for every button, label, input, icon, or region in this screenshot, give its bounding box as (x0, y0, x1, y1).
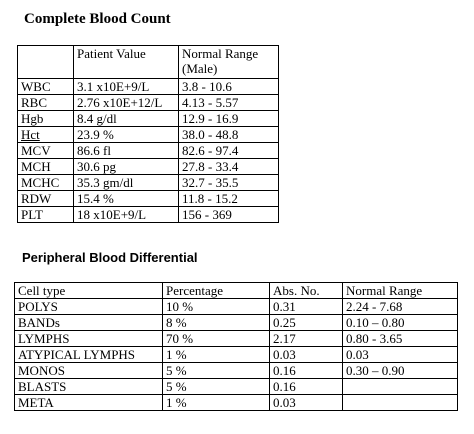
cbc-range: 4.13 - 5.57 (179, 95, 279, 111)
cbc-range: 32.7 - 35.5 (179, 175, 279, 191)
diff-pct: 8 % (163, 315, 270, 331)
diff-range: 0.03 (343, 347, 458, 363)
table-row (15, 363, 458, 379)
cbc-range: 11.8 - 15.2 (179, 191, 279, 207)
cbc-value: 30.6 pg (74, 159, 179, 175)
cbc-title: Complete Blood Count (24, 11, 171, 27)
diff-range: 0.30 – 0.90 (343, 363, 458, 379)
diff-pct: 10 % (163, 299, 270, 315)
diff-pct: 5 % (163, 379, 270, 395)
diff-table (14, 282, 458, 411)
cbc-label: Hgb (18, 111, 74, 127)
cbc-label: MCH (18, 159, 74, 175)
diff-cell: META (15, 395, 163, 411)
cbc-range: 3.8 - 10.6 (179, 79, 279, 95)
cbc-range: 27.8 - 33.4 (179, 159, 279, 175)
table-row (18, 111, 279, 127)
diff-cell: BANDs (15, 315, 163, 331)
cbc-value: 3.1 x10E+9/L (74, 79, 179, 95)
cbc-label: RDW (18, 191, 74, 207)
diff-pct: 5 % (163, 363, 270, 379)
diff-abs: 2.17 (270, 331, 343, 347)
table-row (18, 175, 279, 191)
cbc-label: RBC (18, 95, 74, 111)
diff-cell: BLASTS (15, 379, 163, 395)
diff-pct: 1 % (163, 347, 270, 363)
cbc-header-blank (18, 46, 74, 79)
diff-range: 0.80 - 3.65 (343, 331, 458, 347)
cbc-value: 35.3 gm/dl (74, 175, 179, 191)
cbc-value: 23.9 % (74, 127, 179, 143)
table-row (15, 347, 458, 363)
diff-pct: 70 % (163, 331, 270, 347)
diff-abs: 0.31 (270, 299, 343, 315)
table-row (18, 95, 279, 111)
diff-cell: POLYS (15, 299, 163, 315)
diff-abs: 0.03 (270, 395, 343, 411)
table-row (15, 299, 458, 315)
cbc-range: 38.0 - 48.8 (179, 127, 279, 143)
cbc-label: WBC (18, 79, 74, 95)
diff-abs: 0.16 (270, 363, 343, 379)
table-row (15, 331, 458, 347)
diff-range: 0.10 – 0.80 (343, 315, 458, 331)
cbc-range: 82.6 - 97.4 (179, 143, 279, 159)
diff-header-percentage: Percentage (163, 283, 270, 299)
cbc-label: MCHC (18, 175, 74, 191)
cbc-value: 15.4 % (74, 191, 179, 207)
cbc-value: 2.76 x10E+12/L (74, 95, 179, 111)
table-row (18, 79, 279, 95)
diff-cell: ATYPICAL LYMPHS (15, 347, 163, 363)
cbc-header-range-line2: (Male) (182, 61, 218, 76)
diff-range: 2.24 - 7.68 (343, 299, 458, 315)
table-row (18, 207, 279, 223)
table-row (15, 395, 458, 411)
table-row (18, 159, 279, 175)
cbc-header-patient-value: Patient Value (74, 46, 179, 79)
table-row (15, 315, 458, 331)
table-row (18, 143, 279, 159)
table-row (18, 127, 279, 143)
cbc-range: 12.9 - 16.9 (179, 111, 279, 127)
cbc-label: Hct (18, 127, 74, 143)
diff-abs: 0.25 (270, 315, 343, 331)
diff-header-abs: Abs. No. (270, 283, 343, 299)
cbc-range: 156 - 369 (179, 207, 279, 223)
cbc-label: MCV (18, 143, 74, 159)
diff-cell: MONOS (15, 363, 163, 379)
diff-abs: 0.16 (270, 379, 343, 395)
diff-pct: 1 % (163, 395, 270, 411)
cbc-label: PLT (18, 207, 74, 223)
table-row (18, 191, 279, 207)
table-row (15, 379, 458, 395)
cbc-header-range-line1: Normal Range (182, 46, 259, 61)
cbc-header-normal-range (179, 46, 279, 79)
diff-header-row (15, 283, 458, 299)
cbc-value: 8.4 g/dl (74, 111, 179, 127)
cbc-table (17, 45, 279, 223)
diff-range (343, 379, 458, 395)
cbc-header-row (18, 46, 279, 79)
diff-abs: 0.03 (270, 347, 343, 363)
diff-header-normal-range: Normal Range (343, 283, 458, 299)
diff-title: Peripheral Blood Differential (22, 250, 198, 265)
diff-header-cell-type: Cell type (15, 283, 163, 299)
diff-range (343, 395, 458, 411)
cbc-value: 86.6 fl (74, 143, 179, 159)
diff-cell: LYMPHS (15, 331, 163, 347)
cbc-value: 18 x10E+9/L (74, 207, 179, 223)
